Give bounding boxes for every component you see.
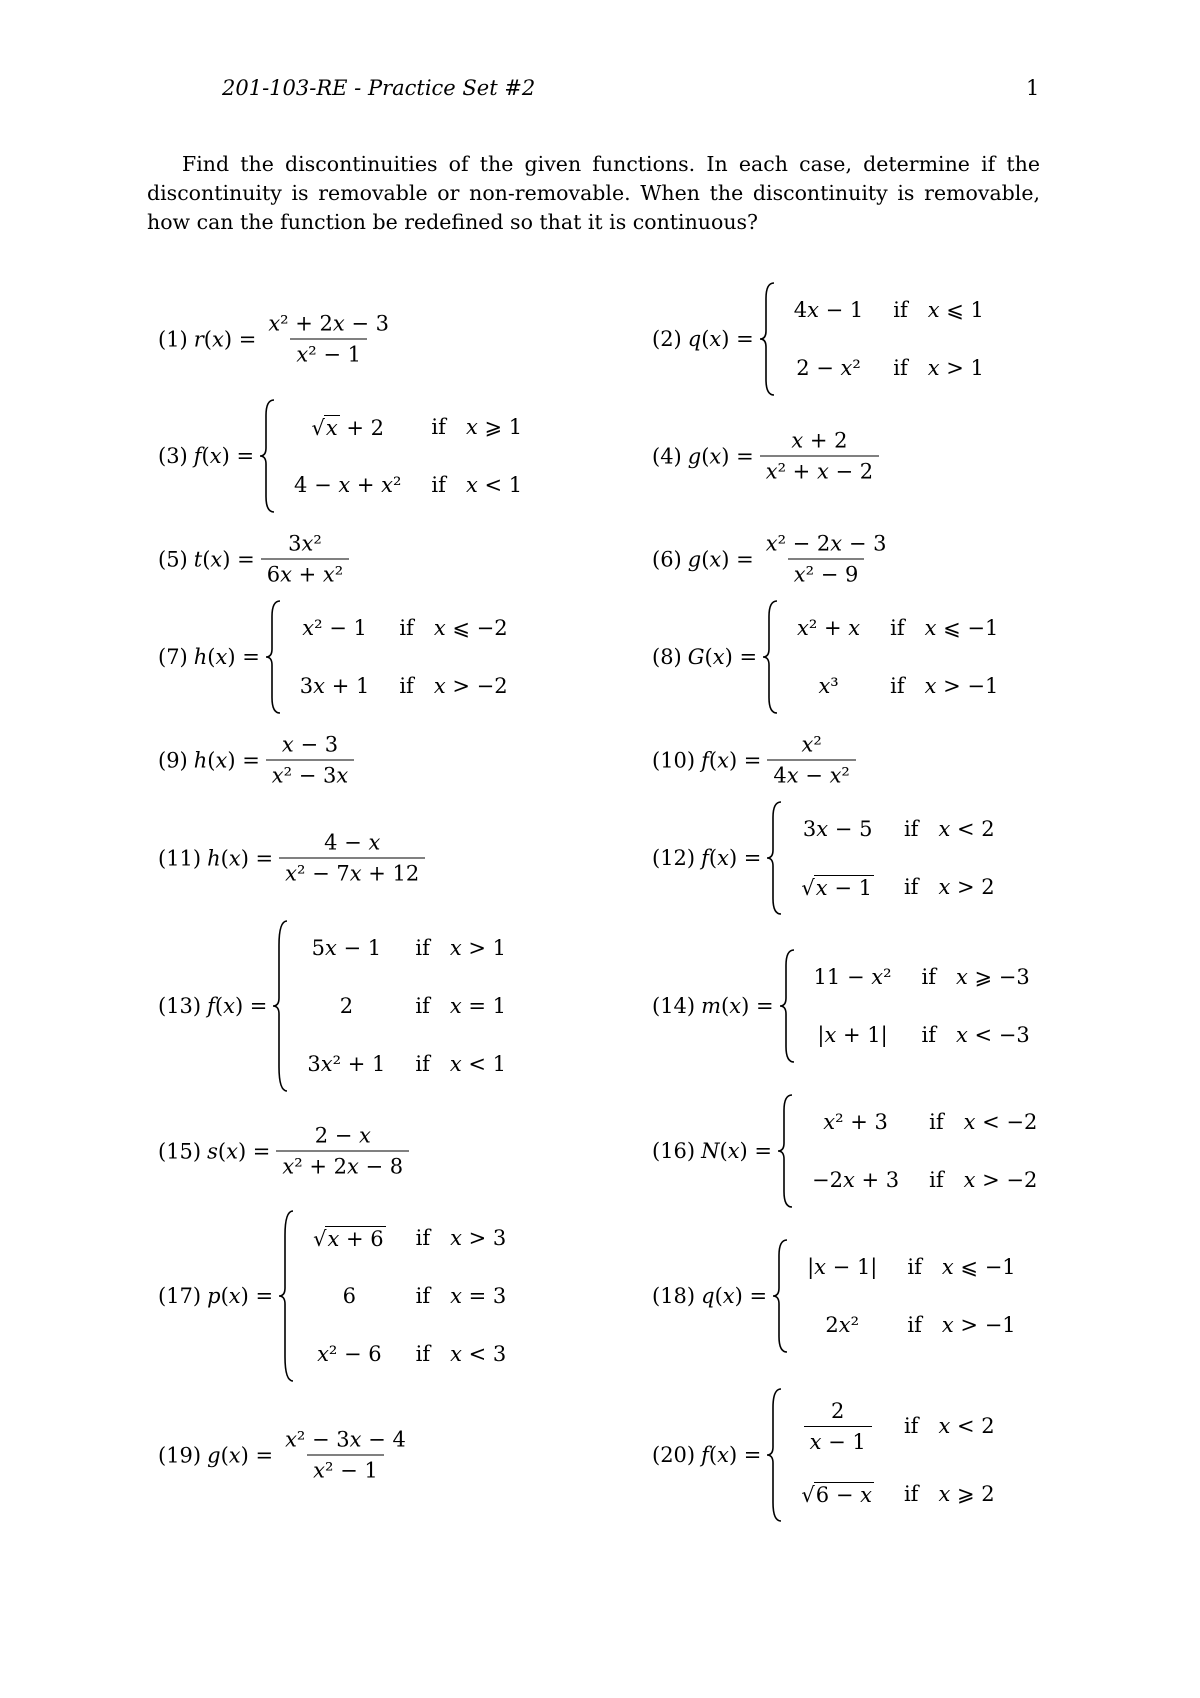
case-row	[784, 281, 994, 339]
denominator: x² − 7x + 12	[279, 858, 425, 886]
piecewise-cases	[763, 599, 1008, 715]
case-row	[290, 599, 518, 657]
case-row	[802, 1151, 1047, 1209]
piecewise-cases	[760, 281, 994, 397]
case-expression: $\frac{2}{x - 1}$	[791, 1387, 884, 1465]
case-expression: x² − 1	[302, 616, 367, 640]
case-row	[784, 339, 994, 397]
case-expression: x² + 3	[823, 1110, 888, 1134]
case-condition: if x ⩽ −1	[890, 616, 999, 640]
problem-number: (10)	[652, 748, 696, 772]
problem-number: (11)	[158, 846, 202, 870]
denominator: x² − 1	[290, 339, 367, 367]
brace-icon	[773, 1238, 789, 1354]
fraction	[261, 532, 349, 587]
function-name: h(x) =	[207, 846, 274, 870]
problem-16	[652, 1093, 1047, 1209]
brace-icon	[279, 1209, 295, 1383]
case-row	[804, 948, 1040, 1006]
problem-number: (3)	[158, 444, 188, 468]
problem-number: (6)	[652, 547, 682, 571]
case-expression: 6	[342, 1284, 357, 1308]
denominator: x² − 3x	[266, 760, 354, 788]
problem-4	[652, 429, 879, 484]
problem-8	[652, 599, 1008, 715]
case-row	[802, 1093, 1047, 1151]
problem-number: (1)	[158, 327, 188, 351]
fraction	[760, 429, 879, 484]
brace-icon	[763, 599, 779, 715]
problem-20	[652, 1387, 1005, 1523]
piecewise-cases	[767, 1387, 1004, 1523]
case-expression: −2x + 3	[812, 1168, 900, 1192]
problem-10	[652, 733, 856, 788]
problem-19	[158, 1428, 412, 1483]
problem-5	[158, 532, 349, 587]
piecewise-cases	[767, 800, 1004, 916]
fraction	[279, 831, 425, 886]
denominator: 6x + x²	[261, 559, 349, 587]
case-condition: if x < −3	[921, 1023, 1030, 1047]
function-name: g(x) =	[207, 1443, 274, 1467]
problem-17	[158, 1209, 516, 1383]
case-expression: 4 − x + x²	[294, 473, 402, 497]
function-name: q(x) =	[687, 327, 754, 351]
brace-icon	[273, 919, 289, 1093]
case-expression: √6 − x	[801, 1482, 872, 1507]
numerator: 2 − x	[314, 1123, 371, 1148]
piecewise-cases	[279, 1209, 516, 1383]
case-condition: if x ⩽ −2	[399, 616, 508, 640]
case-row	[791, 858, 1004, 916]
problem-1	[158, 312, 395, 367]
problem-number: (15)	[158, 1139, 202, 1163]
case-expression: √x + 6	[313, 1226, 384, 1251]
problem-14	[652, 948, 1040, 1064]
brace-icon	[266, 599, 282, 715]
case-condition: if x ⩽ −1	[907, 1255, 1016, 1279]
function-name: f(x) =	[701, 1443, 762, 1467]
problem-9	[158, 733, 354, 788]
problem-number: (13)	[158, 994, 202, 1018]
case-row	[290, 657, 518, 715]
numerator: x² − 3x − 4	[285, 1427, 406, 1452]
case-condition: if x ⩾ −3	[921, 965, 1030, 989]
function-name: q(x) =	[701, 1284, 768, 1308]
case-condition: if x < 3	[415, 1342, 507, 1366]
case-row	[303, 1267, 516, 1325]
problem-6	[652, 532, 892, 587]
case-condition: if x > −2	[929, 1168, 1038, 1192]
problem-11	[158, 831, 425, 886]
fraction	[767, 733, 855, 788]
problem-number: (19)	[158, 1443, 202, 1467]
denominator: x² + x − 2	[760, 456, 879, 484]
case-row	[797, 1238, 1026, 1296]
case-expression: 3x − 5	[802, 817, 873, 841]
denominator: x² − 9	[788, 559, 865, 587]
case-condition: if x ⩾ 1	[431, 415, 523, 439]
function-name: f(x) =	[701, 748, 762, 772]
case-row	[791, 800, 1004, 858]
function-name: r(x) =	[193, 327, 257, 351]
case-condition: if x < 2	[903, 1414, 995, 1438]
case-row	[787, 657, 1008, 715]
case-condition: if x > 1	[415, 936, 507, 960]
brace-icon	[780, 948, 796, 1064]
problem-number: (4)	[652, 444, 682, 468]
page-number: 1	[1026, 76, 1040, 100]
problem-number: (17)	[158, 1284, 202, 1308]
problem-number: (18)	[652, 1284, 696, 1308]
problem-number: (2)	[652, 327, 682, 351]
case-expression: 4x − 1	[793, 298, 864, 322]
header-title: 201-103-RE - Practice Set #2	[222, 76, 536, 100]
case-expression: √x − 1	[801, 875, 872, 900]
numerator: 3x²	[288, 531, 322, 556]
problem-7	[158, 599, 518, 715]
function-name: h(x) =	[193, 748, 260, 772]
brace-icon	[778, 1093, 794, 1209]
case-row	[791, 1387, 1004, 1465]
function-name: m(x) =	[701, 994, 774, 1018]
numerator: x + 2	[791, 428, 848, 453]
case-expression: |x + 1|	[817, 1023, 888, 1047]
case-condition: if x < 1	[415, 1052, 507, 1076]
problem-number: (7)	[158, 645, 188, 669]
problem-number: (12)	[652, 846, 696, 870]
case-expression: x³	[818, 674, 839, 698]
piecewise-cases	[260, 398, 532, 514]
case-expression: 3x + 1	[299, 674, 370, 698]
function-name: s(x) =	[207, 1139, 271, 1163]
case-expression: x² − 6	[317, 1342, 382, 1366]
case-condition: if x > 2	[903, 875, 995, 899]
case-condition: if x ⩾ 2	[903, 1482, 995, 1506]
case-condition: if x > −1	[907, 1313, 1016, 1337]
function-name: f(x) =	[701, 846, 762, 870]
case-condition: if x > −1	[890, 674, 999, 698]
brace-icon	[760, 281, 776, 397]
numerator: x² − 2x − 3	[765, 531, 887, 556]
piecewise-cases	[778, 1093, 1047, 1209]
case-condition: if x ⩽ 1	[893, 298, 984, 322]
piecewise-cases	[273, 919, 516, 1093]
case-condition: if x < 2	[903, 817, 995, 841]
numerator: x − 3	[281, 732, 339, 757]
function-name: f(x) =	[193, 444, 255, 468]
piecewise-cases	[266, 599, 518, 715]
case-condition: if x > −2	[399, 674, 508, 698]
case-condition: if x > 1	[893, 356, 984, 380]
case-row	[297, 977, 516, 1035]
numerator: x²	[801, 732, 822, 757]
function-name: t(x) =	[193, 547, 255, 571]
problem-number: (20)	[652, 1443, 696, 1467]
fraction	[266, 733, 354, 788]
case-expression: |x − 1|	[807, 1255, 878, 1279]
problem-number: (8)	[652, 645, 682, 669]
case-expression: 2 − x²	[796, 356, 861, 380]
case-row	[804, 1006, 1040, 1064]
case-expression: 3x² + 1	[307, 1052, 386, 1076]
problem-number: (5)	[158, 547, 188, 571]
denominator: 4x − x²	[767, 760, 855, 788]
case-row	[797, 1296, 1026, 1354]
case-row	[297, 1035, 516, 1093]
fraction	[760, 532, 893, 587]
function-name: f(x) =	[207, 994, 268, 1018]
case-expression: √x + 2	[311, 415, 384, 440]
case-row	[297, 919, 516, 977]
case-row	[284, 456, 532, 514]
problem-12	[652, 800, 1005, 916]
case-expression: 2	[339, 994, 354, 1018]
instructions: Find the discontinuities of the given functions. In each case, determine if the discontinuity is removable or non-removable. When the discontinuity is removable, how can the function be redefined so that it is continuous?	[147, 152, 1040, 234]
problem-number: (14)	[652, 994, 696, 1018]
problem-number: (16)	[652, 1139, 696, 1163]
brace-icon	[767, 800, 783, 916]
piecewise-cases	[773, 1238, 1026, 1354]
fraction	[279, 1428, 412, 1483]
function-name: g(x) =	[687, 444, 754, 468]
fraction	[276, 1124, 409, 1179]
case-expression: 11 − x²	[813, 965, 892, 989]
case-condition: if x > 3	[415, 1226, 507, 1250]
problem-number: (9)	[158, 748, 188, 772]
case-expression: 2x²	[825, 1313, 860, 1337]
problem-15	[158, 1124, 409, 1179]
problem-18	[652, 1238, 1026, 1354]
function-name: p(x) =	[207, 1284, 274, 1308]
piecewise-cases	[780, 948, 1040, 1064]
case-row	[787, 599, 1008, 657]
problem-2	[652, 281, 994, 397]
numerator: x² + 2x − 3	[268, 311, 390, 336]
function-name: N(x) =	[701, 1139, 772, 1163]
case-expression: 5x − 1	[311, 936, 382, 960]
fraction	[262, 312, 395, 367]
case-row	[791, 1465, 1004, 1523]
case-condition: if x < 1	[431, 473, 523, 497]
case-condition: if x = 1	[415, 994, 507, 1018]
brace-icon	[260, 398, 276, 514]
case-row	[303, 1325, 516, 1383]
problem-13	[158, 919, 516, 1093]
denominator: x² − 1	[307, 1455, 384, 1483]
numerator: 4 − x	[324, 830, 381, 855]
denominator: x² + 2x − 8	[276, 1151, 409, 1179]
problem-3	[158, 398, 532, 514]
case-condition: if x < −2	[929, 1110, 1038, 1134]
case-row	[284, 398, 532, 456]
case-condition: if x = 3	[415, 1284, 507, 1308]
function-name: g(x) =	[687, 547, 754, 571]
brace-icon	[767, 1387, 783, 1523]
function-name: h(x) =	[193, 645, 260, 669]
case-expression: x² + x	[797, 616, 861, 640]
function-name: G(x) =	[687, 645, 758, 669]
case-row	[303, 1209, 516, 1267]
